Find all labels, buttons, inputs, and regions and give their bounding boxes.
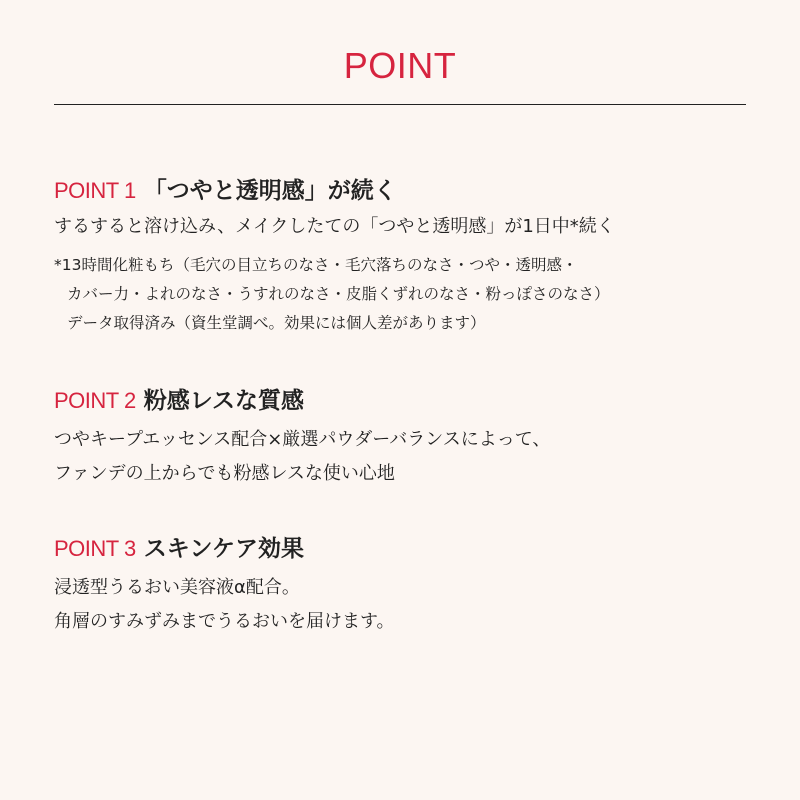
point-1-heading — [54, 172, 754, 206]
point-1-body-line: するすると溶け込み、メイクしたての「つやと透明感」が1日中*続く — [54, 216, 615, 237]
point-2-body-line: ファンデの上からでも粉感レスな使い心地 — [54, 463, 395, 484]
point-2-section — [54, 382, 754, 491]
point-3-section — [54, 530, 754, 639]
point-1-label: POINT 1 — [54, 178, 136, 203]
point-1-footnote-line: データ取得済み（資生堂調べ。効果には個人差があります） — [67, 314, 486, 332]
page-title: POINT — [343, 45, 457, 86]
point-3-heading — [54, 530, 754, 564]
point-3-body-line: 浸透型うるおい美容液α配合。 — [54, 577, 300, 598]
point-2-heading — [54, 382, 754, 416]
point-3-label: POINT 3 — [54, 536, 136, 561]
point-2-body-line: つやキープエッセンス配合×厳選パウダーバランスによって、 — [54, 429, 551, 450]
point-3-body-line: 角層のすみずみまでうるおいを届けます。 — [54, 611, 395, 632]
title-divider — [54, 104, 746, 105]
point-1-footnote — [54, 251, 754, 338]
point-1-title: 「つやと透明感」が続く — [143, 178, 397, 204]
point-2-label: POINT 2 — [54, 388, 136, 413]
point-1-section — [54, 172, 754, 338]
point-2-title: 粉感レスな質感 — [143, 388, 304, 414]
point-1-footnote-line: カバー力・よれのなさ・うすれのなさ・皮脂くずれのなさ・粉っぽさのなさ） — [67, 285, 610, 303]
point-1-footnote-line: *13時間化粧もち（毛穴の目立ちのなさ・毛穴落ちのなさ・つや・透明感・ — [54, 256, 578, 274]
point-3-title: スキンケア効果 — [143, 536, 304, 562]
